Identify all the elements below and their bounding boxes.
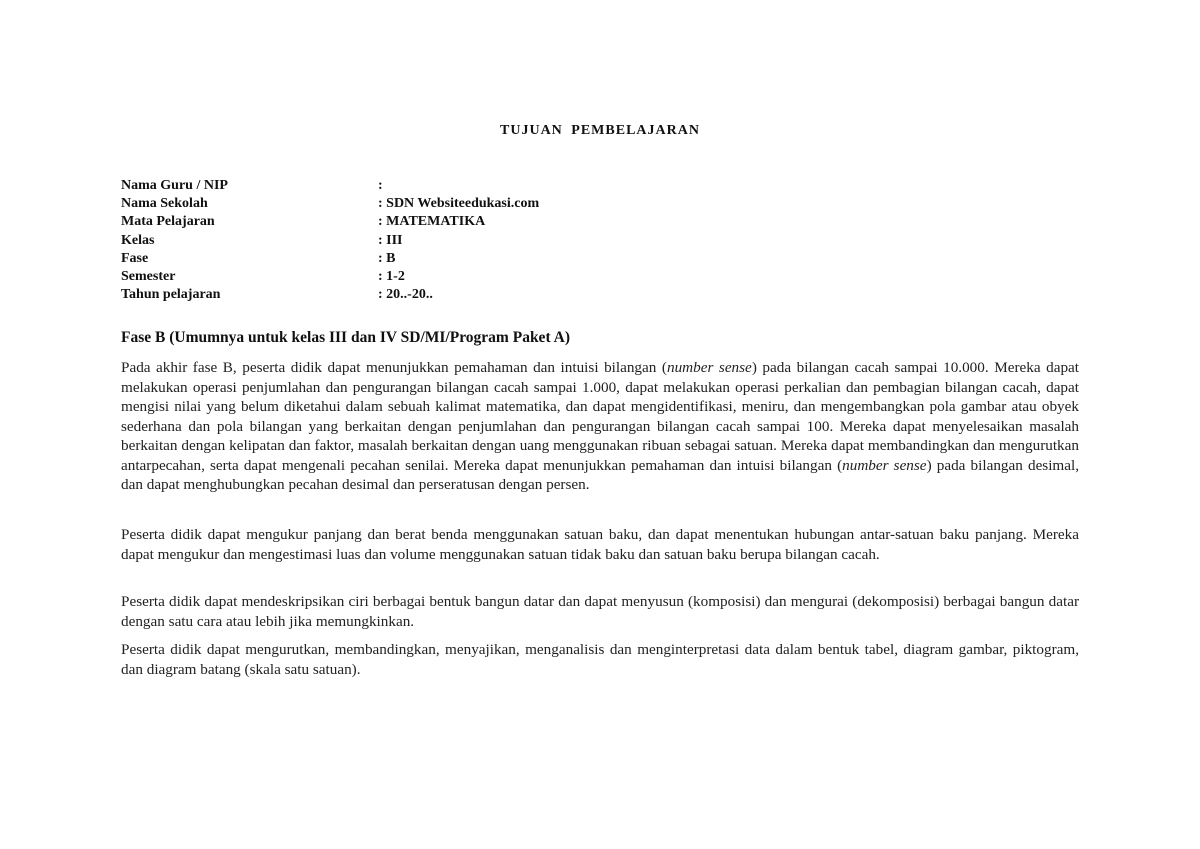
info-row-academic-year [121,286,821,304]
italic-term: number sense [842,456,927,474]
info-label: Semester [121,268,176,284]
info-value: : III [378,232,403,248]
info-label: Nama Sekolah [121,196,208,212]
document-title: TUJUAN PEMBELAJARAN [500,123,700,138]
phase-heading: Fase B (Umumnya untuk kelas III dan IV SD/MI/Program Paket A) [121,329,570,346]
info-label: Tahun pelajaran [121,287,221,303]
identity-table [121,177,821,304]
info-row-phase [121,250,821,268]
info-value: : [378,178,383,193]
paragraph-text: ) pada bilangan desimal, dan dapat menghubungkan pecahan desimal dan perseratusan dengan persen. [121,456,1080,493]
info-row-teacher [121,177,821,195]
info-row-subject [121,213,821,231]
info-value: : 20..-20.. [378,287,433,303]
paragraph-number-sense [121,358,1079,495]
info-row-class [121,232,821,250]
info-value: : B [378,250,396,266]
info-label: Nama Guru / NIP [121,178,228,193]
italic-term: number sense [666,359,752,376]
paragraph-measurement: Peserta didik dapat mengukur panjang dan berat benda menggunakan satuan baku, dan dapat menentukan hubungan antar-satuan baku panjang. Mereka dapat mengukur dan mengestimasi luas dan volume menggunakan satuan tidak baku dan satuan baku berupa bilangan cacah. [121,526,1079,563]
info-row-school [121,195,821,213]
paragraph-text: ) pada bilangan cacah sampai 10.000. Mereka dapat melakukan operasi penjumlahan dan pengurangan bilangan cacah sampai 1.000, dapat melakukan operasi perkalian dan pembagian bilangan cacah, dapat mengisi nilai yang belum diketahui dalam sebuah kalimat matematika, dan dapat mengidentifikasi, meniru, dan mengembangkan pola gambar atau obyek sederhana dan pola bilangan yang berkaitan dengan penjumlahan dan pengurangan bilangan cacah sampai 100. Mereka dapat menyelesaikan masalah berkaitan dengan kelipatan dan faktor, masalah berkaitan dengan uang menggunakan ribuan sebagai satuan. Mereka dapat membandingkan dan mengurutkan antarpecahan, serta dapat mengenali pecahan senilai. Mereka dapat menunjukkan pemahaman dan intuisi bilangan ( [121,359,1079,474]
paragraph-text: Pada akhir fase B, peserta didik dapat menunjukkan pemahaman dan intuisi bilangan ( [121,359,667,376]
info-label: Fase [121,250,149,266]
info-label: Kelas [121,232,155,248]
info-row-semester [121,268,821,286]
info-value: : 1-2 [378,268,405,284]
info-value: : MATEMATIKA [378,214,486,230]
info-value: : SDN Websiteedukasi.com [378,196,540,212]
paragraph-data-analysis: Peserta didik dapat mengurutkan, membandingkan, menyajikan, menganalisis dan menginterpretasi data dalam bentuk tabel, diagram gambar, piktogram, dan diagram batang (skala satu satuan). [121,641,1079,678]
paragraph-geometry: Peserta didik dapat mendeskripsikan ciri berbagai bentuk bangun datar dan dapat menyusun (komposisi) dan mengurai (dekomposisi) berbagai bangun datar dengan satu cara atau lebih jika memungkinkan. [121,593,1079,630]
info-label: Mata Pelajaran [121,214,215,230]
